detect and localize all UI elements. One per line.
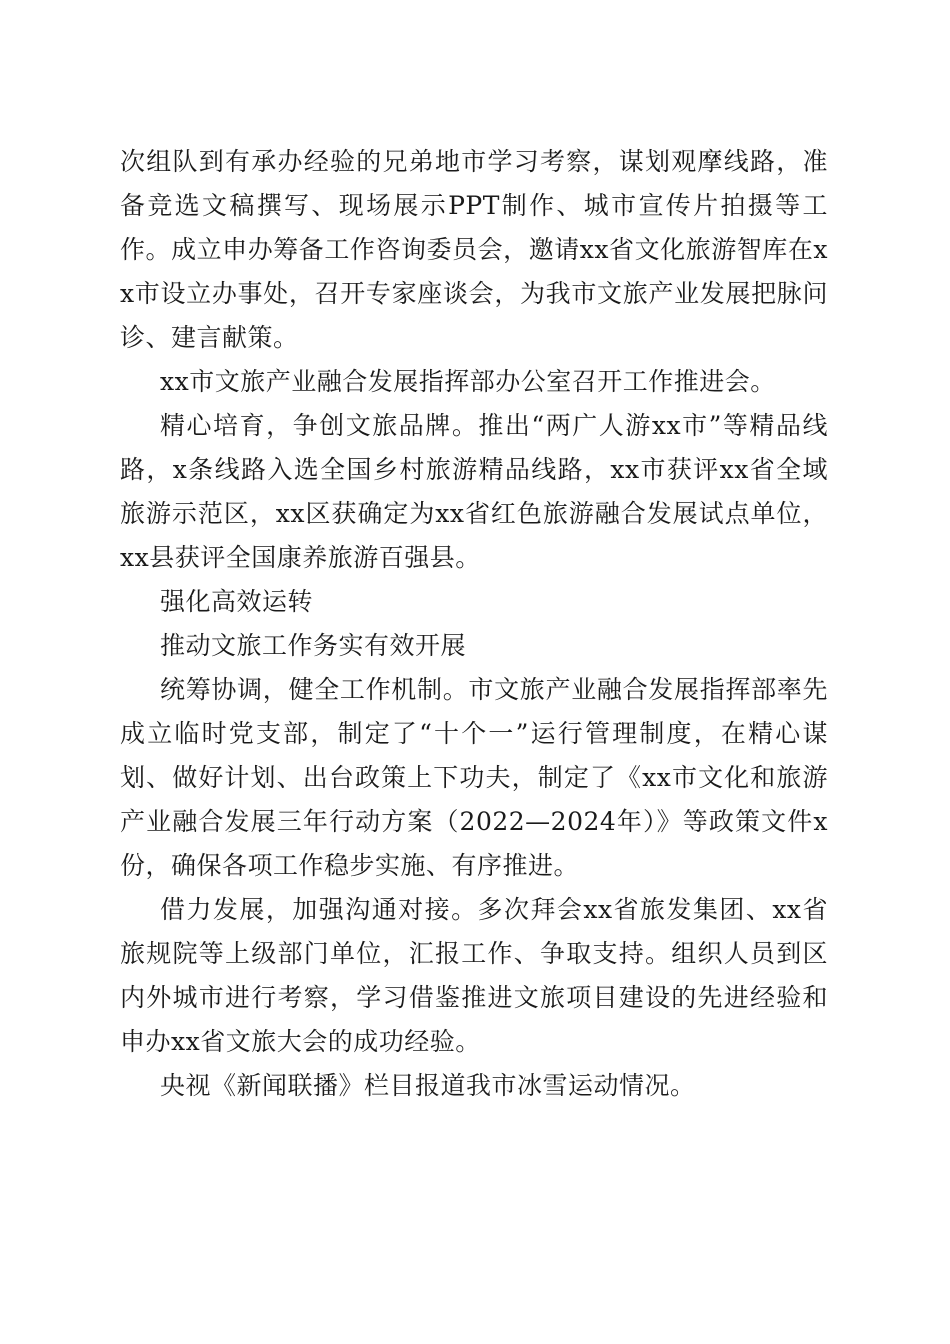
paragraph-work-meeting: xx市文旅产业融合发展指挥部办公室召开工作推进会。 [160,367,776,396]
document-body [120,140,828,1108]
paragraph-work-mechanism: 统筹协调，健全工作机制。市文旅产业融合发展指挥部率先成立临时党支部，制定了“十个一”运行管理制度，在精心谋划、做好计划、出台政策上下功夫，制定了《xx市文化和旅游产业融合发展三年行动方案（2022—2024年）》等政策文件x份，确保各项工作稳步实施、有序推进。 [120,675,828,880]
section-heading-operation: 强化高效运转 [160,587,314,616]
paragraph-brand-building: 精心培育，争创文旅品牌。推出“两广人游xx市”等精品线路，x条线路入选全国乡村旅游精品线路，xx市获评xx省全域旅游示范区，xx区获确定为xx省红色旅游融合发展试点单位，xx县获评全国康养旅游百强县。 [120,411,828,572]
section-subheading-promotion: 推动文旅工作务实有效开展 [160,631,467,660]
paragraph-continued-preparation: 次组队到有承办经验的兄弟地市学习考察，谋划观摩线路，准备竞选文稿撰写、现场展示PPT制作、城市宣传片拍摄等工作。成立申办筹备工作咨询委员会，邀请xx省文化旅游智库在xx市设立办事处，召开专家座谈会，为我市文旅产业发展把脉问诊、建言献策。 [120,147,828,352]
paragraph-communication: 借力发展，加强沟通对接。多次拜会xx省旅发集团、xx省旅规院等上级部门单位，汇报工作、争取支持。组织人员到区内外城市进行考察，学习借鉴推进文旅项目建设的先进经验和申办xx省文旅大会的成功经验。 [120,895,828,1056]
paragraph-cctv-report: 央视《新闻联播》栏目报道我市冰雪运动情况。 [160,1071,696,1100]
